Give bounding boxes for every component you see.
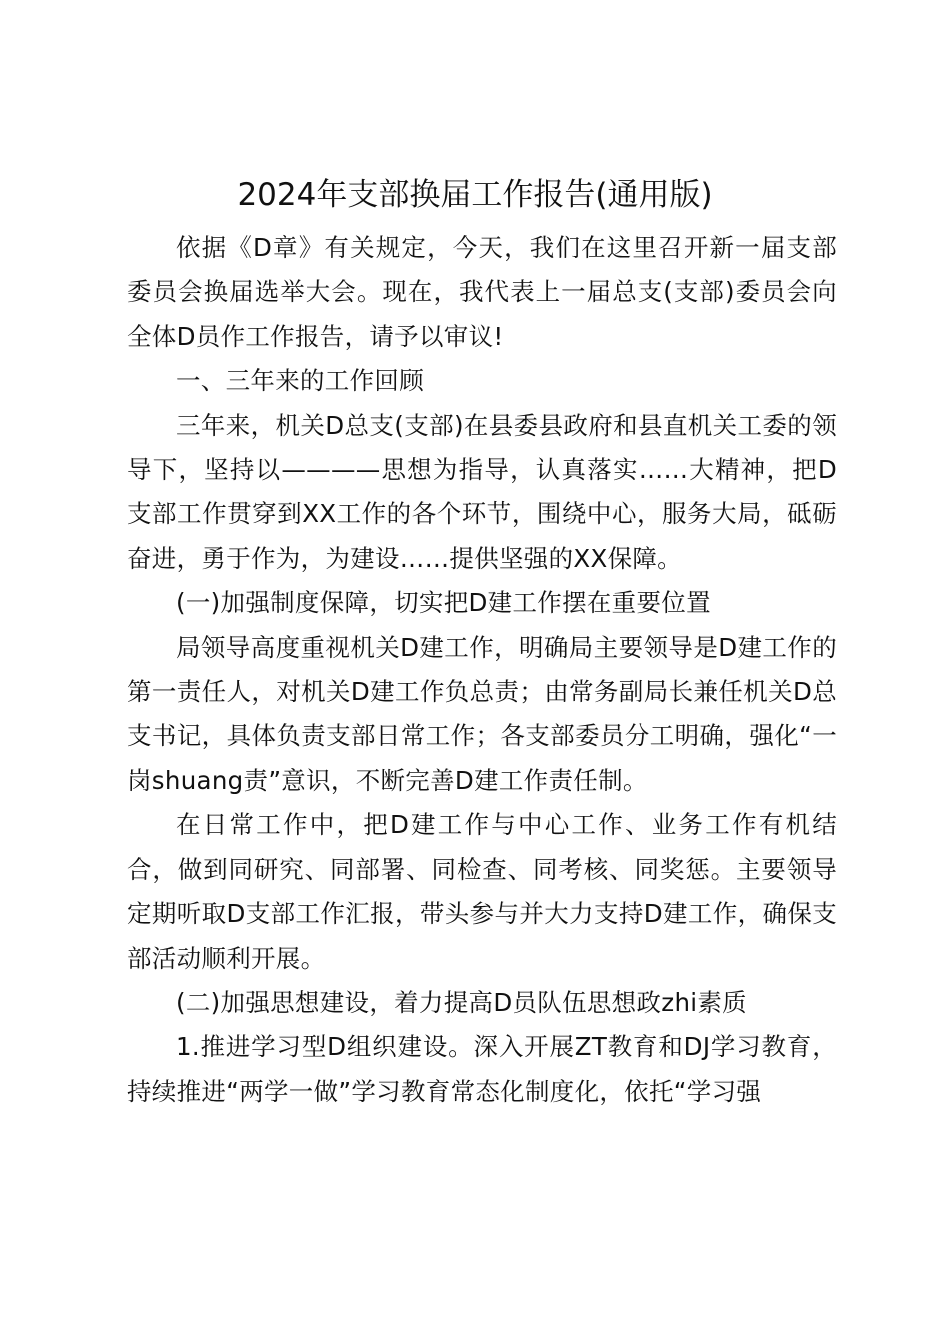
document-title: 2024年支部换届工作报告(通用版) — [237, 177, 713, 213]
subsection-heading-system: (一)加强制度保障，切实把D建工作摆在重要位置 — [176, 588, 711, 618]
paragraph-intro: 依据《D章》有关规定，今天，我们在这里召开新一届支部委员会换届选举大会。现在，我代表上一届总支(支部)委员会向全体D员作工作报告，请予以审议! — [127, 233, 837, 351]
document-body — [127, 226, 837, 1114]
section-heading-review: 一、三年来的工作回顾 — [176, 366, 424, 396]
paragraph-daily-work: 在日常工作中，把D建工作与中心工作、业务工作有机结合，做到同研究、同部署、同检查、同考核、同奖惩。主要领导定期听取D支部工作汇报，带头参与并大力支持D建工作，确保支部活动顺利开展。 — [127, 810, 837, 973]
paragraph-leadership: 局领导高度重视机关D建工作，明确局主要领导是D建工作的第一责任人，对机关D建工作负总责；由常务副局长兼任机关D总支书记，具体负责支部日常工作；各支部委员分工明确，强化“一岗shuang责”意识，不断完善D建工作责任制。 — [127, 632, 837, 795]
paragraph-learning: 1.推进学习型D组织建设。深入开展ZT教育和DJ学习教育，持续推进“两学一做”学习教育常态化制度化，依托“学习强 — [127, 1032, 837, 1106]
subsection-heading-thought: (二)加强思想建设，着力提高D员队伍思想政zhi素质 — [176, 987, 747, 1017]
paragraph-review: 三年来，机关D总支(支部)在县委县政府和县直机关工委的领导下，坚持以————思想为指导，认真落实……大精神，把D支部工作贯穿到XX工作的各个环节，围绕中心，服务大局，砥砺奋进，勇于作为，为建设……提供坚强的XX保障。 — [127, 410, 837, 573]
